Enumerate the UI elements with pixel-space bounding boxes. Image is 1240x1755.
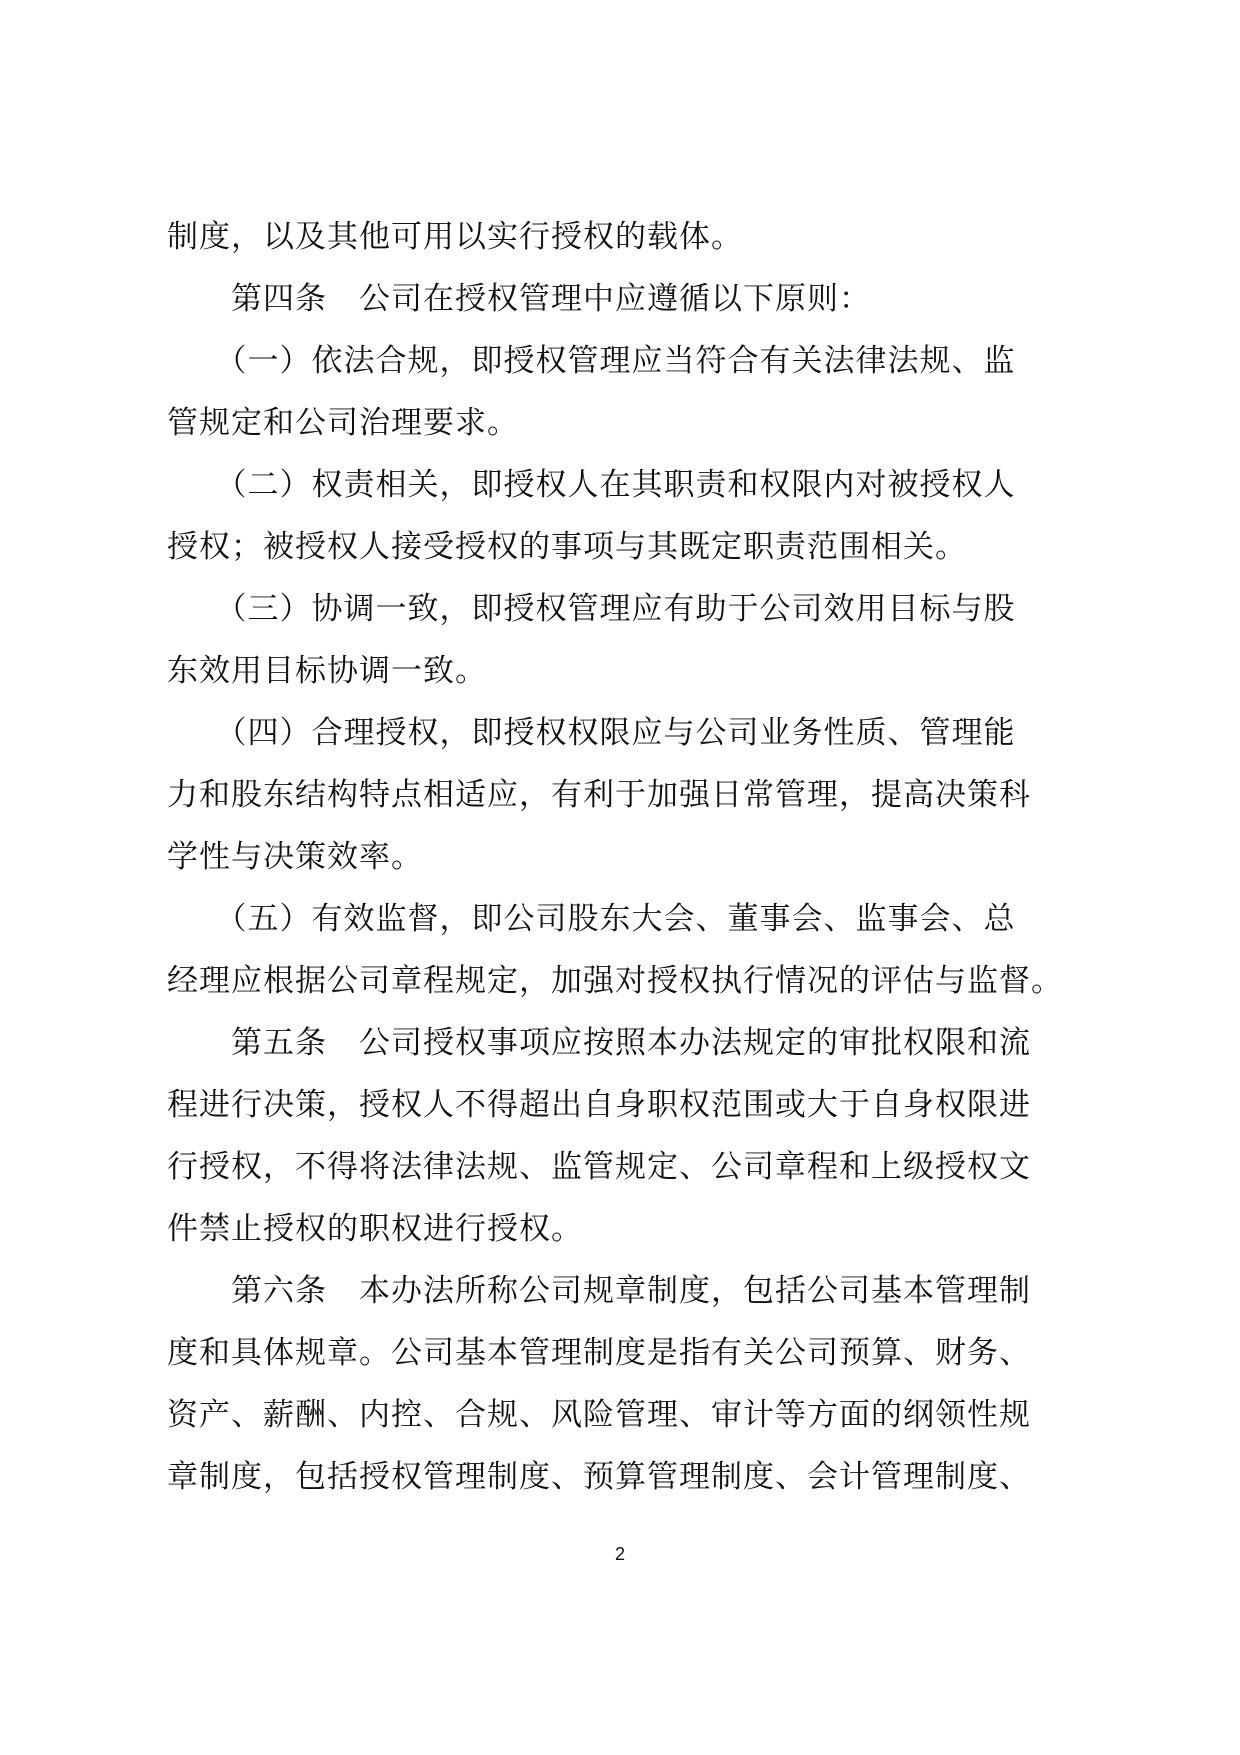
text-line: 第四条 公司在授权管理中应遵循以下原则： <box>167 281 871 317</box>
text-line: 件禁止授权的职权进行授权。 <box>167 1211 583 1247</box>
text-line: 度和具体规章。公司基本管理制度是指有关公司预算、财务、 <box>167 1335 1031 1371</box>
text-line: （二）权责相关，即授权人在其职责和权限内对被授权人 <box>167 467 1016 503</box>
text-line: 第六条 本办法所称公司规章制度，包括公司基本管理制 <box>167 1273 1031 1309</box>
text-line: 程进行决策，授权人不得超出自身职权范围或大于自身权限进 <box>167 1087 1031 1123</box>
text-line: 授权；被授权人接受授权的事项与其既定职责范围相关。 <box>167 529 967 565</box>
text-line: 经理应根据公司章程规定，加强对授权执行情况的评估与监督。 <box>167 963 1063 999</box>
text-line: （三）协调一致，即授权管理应有助于公司效用目标与股 <box>167 591 1016 627</box>
text-line: （五）有效监督，即公司股东大会、董事会、监事会、总 <box>167 901 1016 937</box>
text-line: 行授权，不得将法律法规、监管规定、公司章程和上级授权文 <box>167 1149 1031 1185</box>
text-line: 力和股东结构特点相适应，有利于加强日常管理，提高决策科 <box>167 777 1031 813</box>
page-number: 2 <box>614 1544 625 1564</box>
text-line: 第五条 公司授权事项应按照本办法规定的审批权限和流 <box>167 1025 1031 1061</box>
text-line: 章制度，包括授权管理制度、预算管理制度、会计管理制度、 <box>167 1459 1031 1495</box>
text-line: （四）合理授权，即授权权限应与公司业务性质、管理能 <box>167 715 1016 751</box>
text-line: 管规定和公司治理要求。 <box>167 405 519 441</box>
text-line: 学性与决策效率。 <box>167 839 423 875</box>
text-line: 制度，以及其他可用以实行授权的载体。 <box>167 219 743 255</box>
text-line: 东效用目标协调一致。 <box>167 653 487 689</box>
text-line: 资产、薪酬、内控、合规、风险管理、审计等方面的纲领性规 <box>167 1397 1031 1433</box>
text-line: （一）依法合规，即授权管理应当符合有关法律法规、监 <box>167 343 1016 379</box>
